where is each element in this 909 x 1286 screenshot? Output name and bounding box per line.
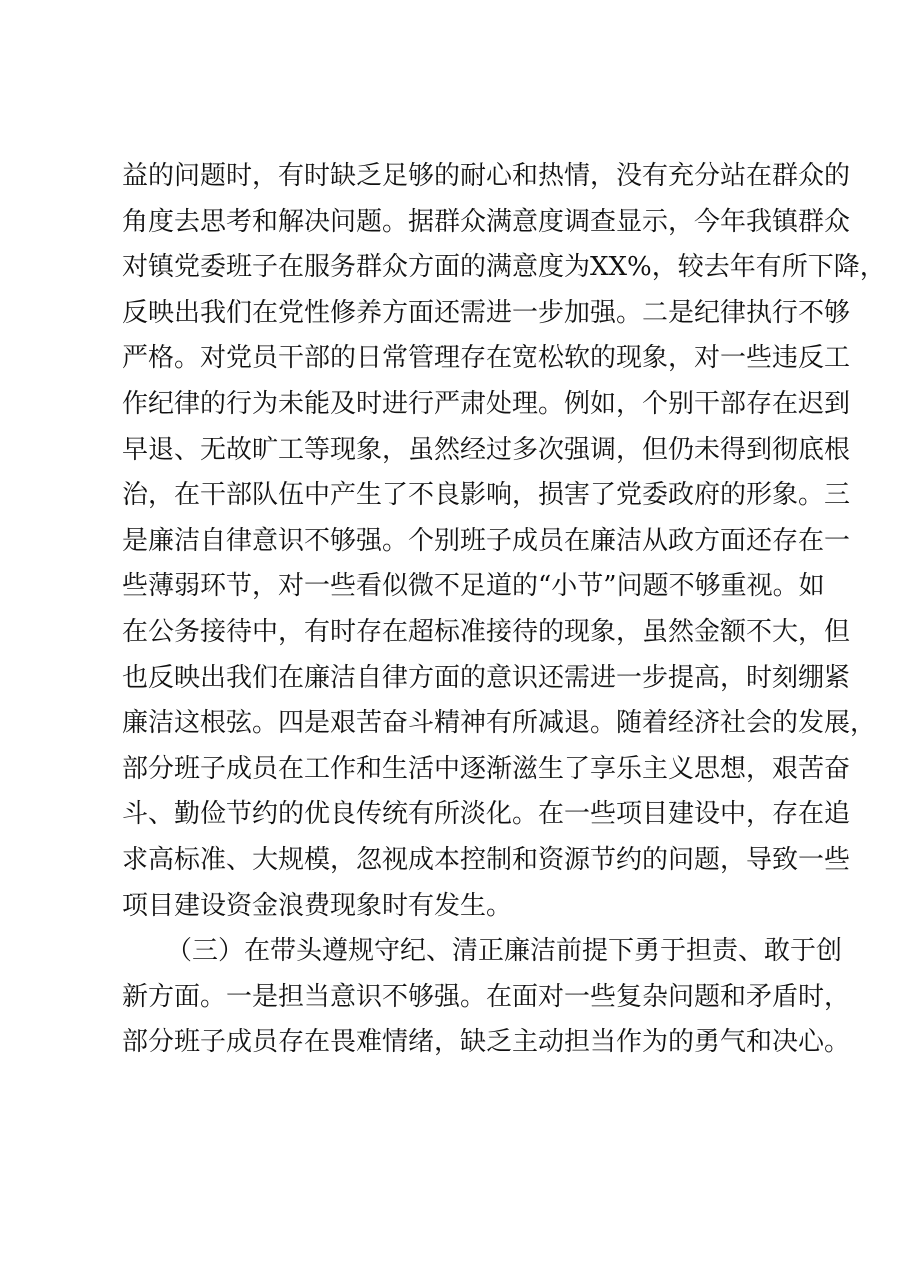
- body-text: [122, 154, 886, 1066]
- text-line: 严格。对党员干部的日常管理存在宽松软的现象，对一些违反工: [122, 343, 851, 374]
- text-line: 项目建设资金浪费现象时有发生。: [122, 890, 513, 921]
- text-line: 作纪律的行为未能及时进行严肃处理。例如，个别干部存在迟到: [122, 388, 851, 419]
- text-line: 斗、勤俭节约的优良传统有所淡化。在一些项目建设中，存在追: [122, 799, 851, 830]
- text-line: 求高标准、大规模，忽视成本控制和资源节约的问题，导致一些: [122, 844, 851, 875]
- text-line: 益的问题时，有时缺乏足够的耐心和热情，没有充分站在群众的: [122, 161, 851, 191]
- text-line: 部分班子成员存在畏难情绪，缺乏主动担当作为的勇气和决心。: [122, 1027, 851, 1058]
- text-line: 在公务接待中，有时存在超标准接待的现象，虽然金额不大，但: [122, 616, 851, 647]
- text-line: 对镇党委班子在服务群众方面的满意度为XX%，较去年有所下降，: [122, 252, 886, 283]
- text-line: 廉洁这根弦。四是艰苦奋斗精神有所减退。随着经济社会的发展，: [122, 708, 877, 739]
- text-line: （三）在带头遵规守纪、清正廉洁前提下勇于担责、敢于创: [166, 936, 843, 967]
- text-line: 也反映出我们在廉洁自律方面的意识还需进一步提高，时刻绷紧: [122, 662, 851, 693]
- paragraph-1: [122, 154, 886, 929]
- text-line: 部分班子成员在工作和生活中逐渐滋生了享乐主义思想，艰苦奋: [122, 753, 851, 784]
- text-line: 新方面。一是担当意识不够强。在面对一些复杂问题和矛盾时，: [122, 981, 851, 1012]
- text-line: 是廉洁自律意识不够强。个别班子成员在廉洁从政方面还存在一: [122, 525, 851, 556]
- text-line: 角度去思考和解决问题。据群众满意度调查显示，今年我镇群众: [122, 206, 851, 237]
- text-line: 治，在干部队伍中产生了不良影响，损害了党委政府的形象。三: [122, 480, 851, 511]
- text-line: 早退、无故旷工等现象，虽然经过多次强调，但仍未得到彻底根: [122, 434, 851, 465]
- paragraph-2: [122, 929, 851, 1066]
- text-line: 反映出我们在党性修养方面还需进一步加强。二是纪律执行不够: [122, 297, 851, 328]
- text-line: 些薄弱环节，对一些看似微不足道的“小节”问题不够重视。如: [122, 571, 825, 602]
